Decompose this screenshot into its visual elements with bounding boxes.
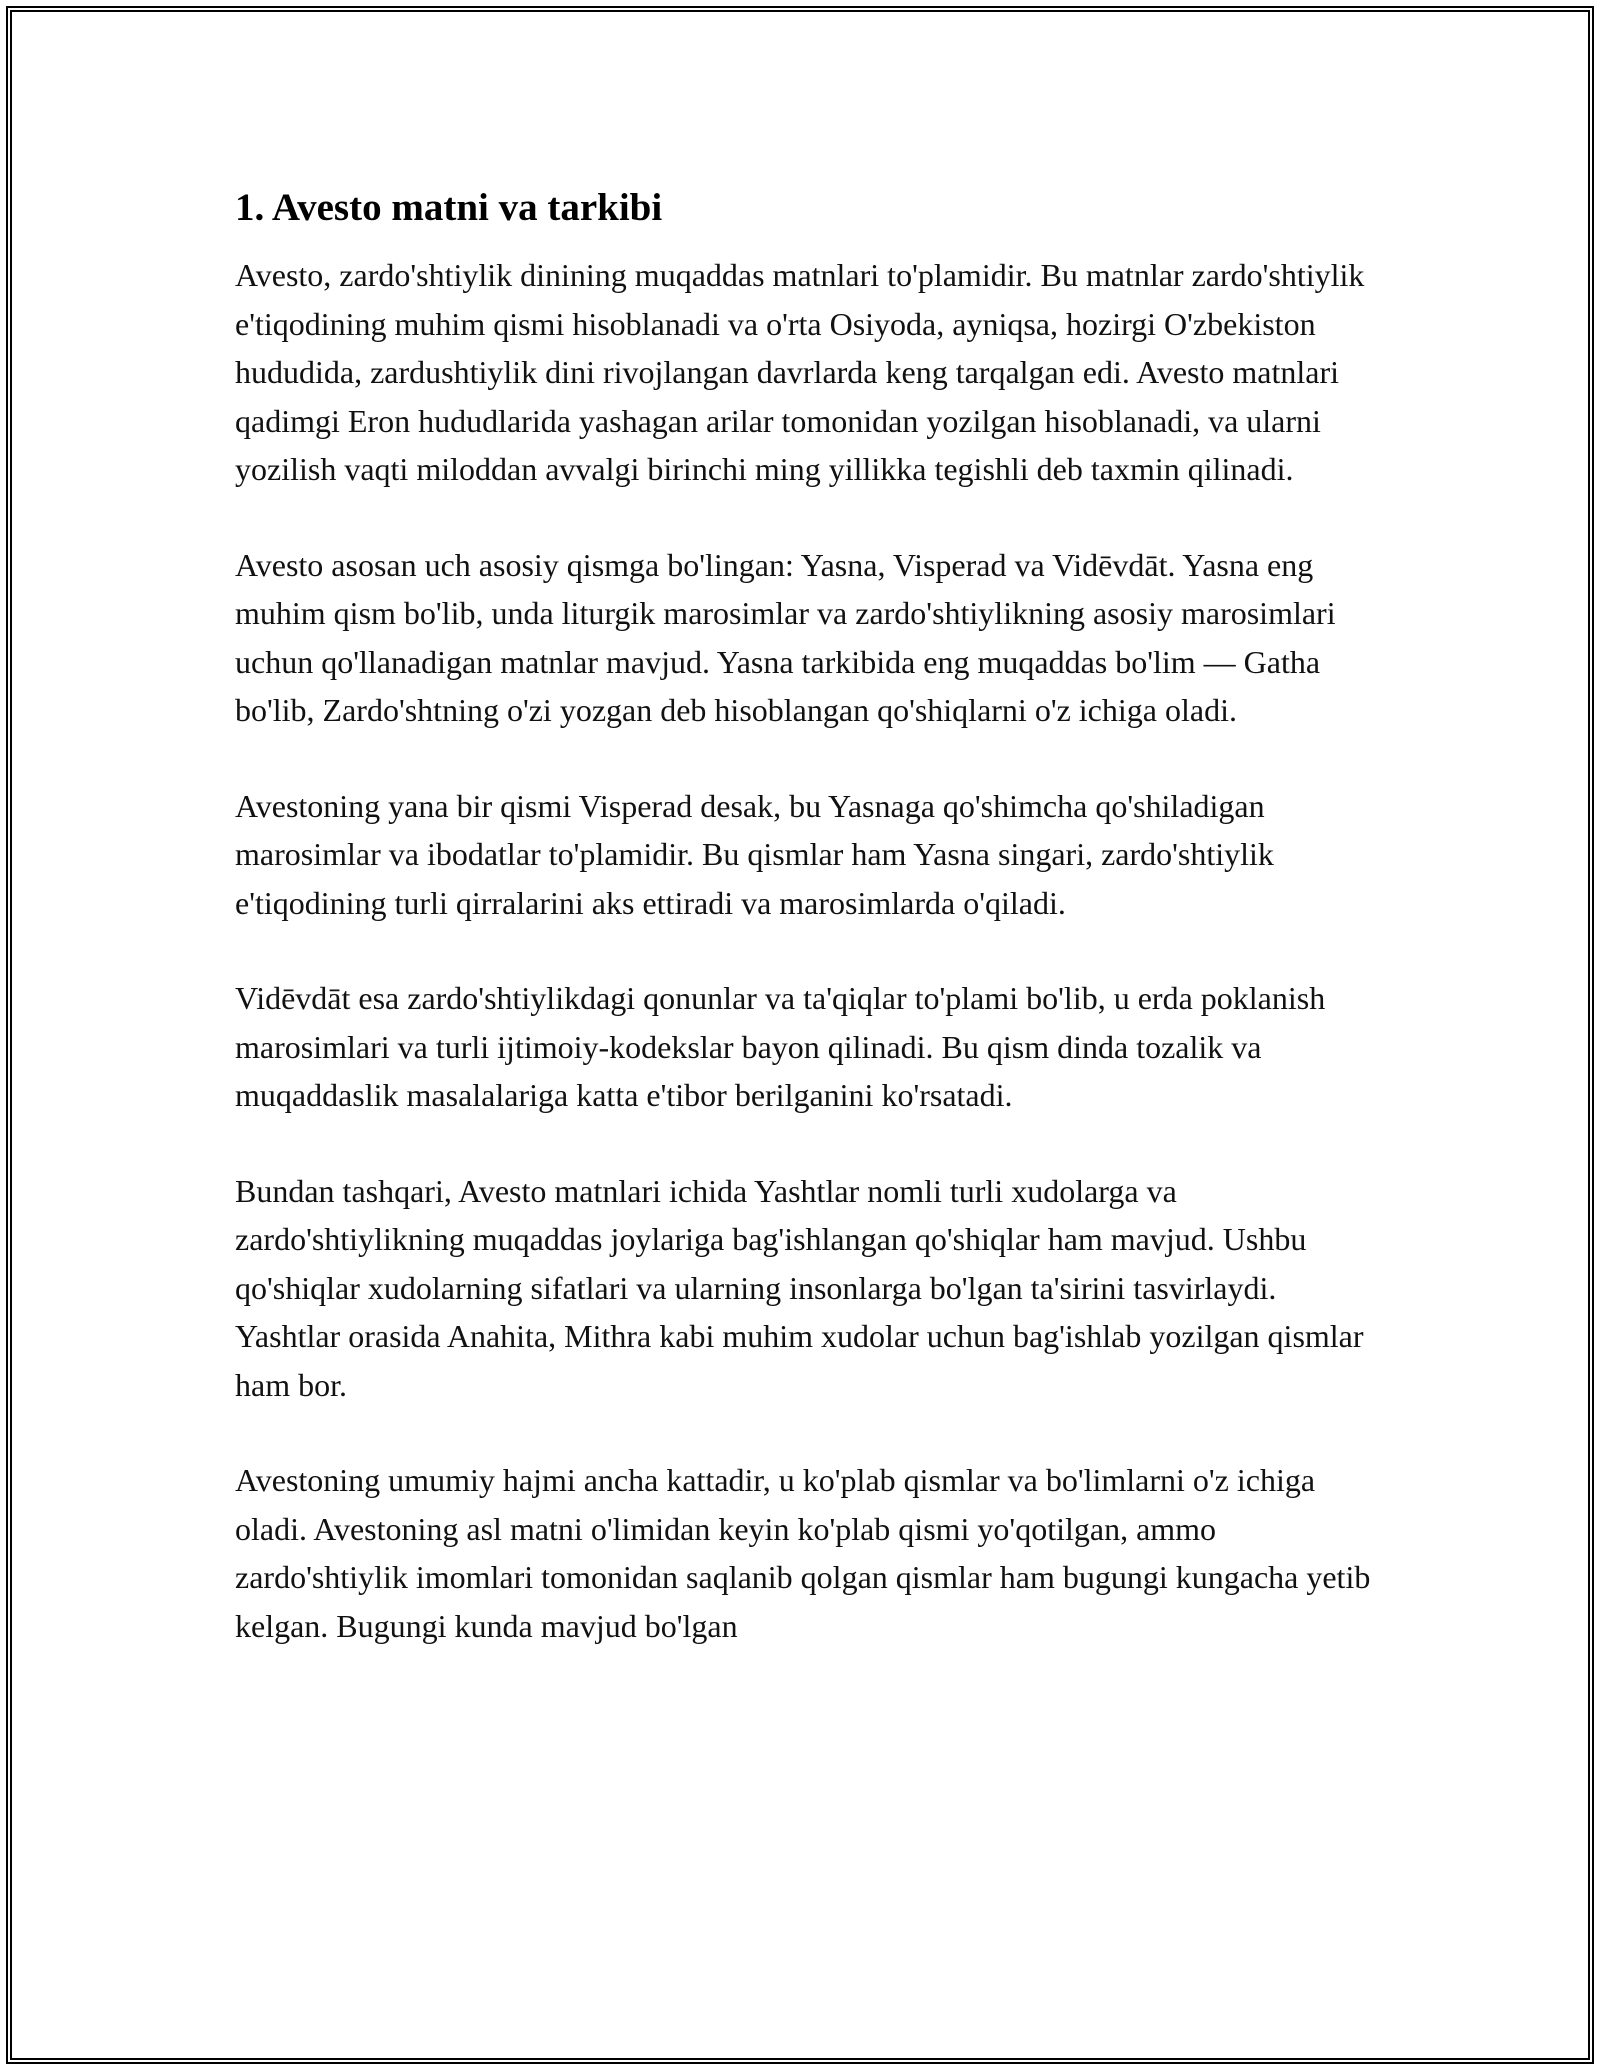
- paragraph-intro: Avesto, zardo'shtiylik dinining muqaddas matnlari to'plamidir. Bu matnlar zardo'shtiylik e'tiqodining muhim qismi hisoblanadi va o'rta Osiyoda, ayniqsa, hozirgi O'zbekiston hududida, zardushtiylik dini rivojlangan davrlarda keng tarqalgan edi. Avesto matnlari qadimgi Eron hududlarida yashagan arilar tomonidan yozilgan hisoblanadi, va ularni yozilish vaqti miloddan avvalgi birinchi ming yillikka tegishli deb taxmin qilinadi.: [235, 257, 1365, 487]
- section-heading: 1. Avesto matni va tarkibi: [235, 186, 663, 229]
- paragraph-visperad: Avestoning yana bir qismi Visperad desak, bu Yasnaga qo'shimcha qo'shiladigan marosimlar va ibodatlar to'plamidir. Bu qismlar ham Yasna singari, zardo'shtiylik e'tiqodining turli qirralarini aks ettiradi va marosimlarda o'qiladi.: [235, 787, 1274, 921]
- document-body: [235, 185, 1375, 1697]
- paragraph-volume: Avestoning umumiy hajmi ancha kattadir, u ko'plab qismlar va bo'limlarni o'z ichiga oladi. Avestoning asl matni o'limidan keyin ko'plab qismi yo'qotilgan, ammo zardo'shtiylik imomlari tomonidan saqlanib qolgan qismlar ham bugungi kungacha yetib kelgan. Bugungi kunda mavjud bo'lgan: [235, 1462, 1371, 1644]
- paragraph-structure: Avesto asosan uch asosiy qismga bo'lingan: Yasna, Visperad va Vidēvdāt. Yasna eng muhim qism bo'lib, unda liturgik marosimlar va zardo'shtiylikning asosiy marosimlari uchun qo'llanadigan matnlar mavjud. Yasna tarkibida eng muqaddas bo'lim — Gatha bo'lib, Zardo'shtning o'zi yozgan deb hisoblangan qo'shiqlarni o'z ichiga oladi.: [235, 546, 1336, 728]
- paragraph-videvdat: Vidēvdāt esa zardo'shtiylikdagi qonunlar va ta'qiqlar to'plami bo'lib, u erda poklanish marosimlari va turli ijtimoiy-kodekslar bayon qilinadi. Bu qism dinda tozalik va muqaddaslik masalalariga katta e'tibor berilganini ko'rsatadi.: [235, 980, 1326, 1113]
- paragraph-yashts: Bundan tashqari, Avesto matnlari ichida Yashtlar nomli turli xudolarga va zardo'shtiylikning muqaddas joylariga bag'ishlangan qo'shiqlar ham mavjud. Ushbu qo'shiqlar xudolarning sifatlari va ularning insonlarga bo'lgan ta'sirini tasvirlaydi. Yashtlar orasida Anahita, Mithra kabi muhim xudolar uchun bag'ishlab yozilgan qismlar ham bor.: [235, 1172, 1364, 1403]
